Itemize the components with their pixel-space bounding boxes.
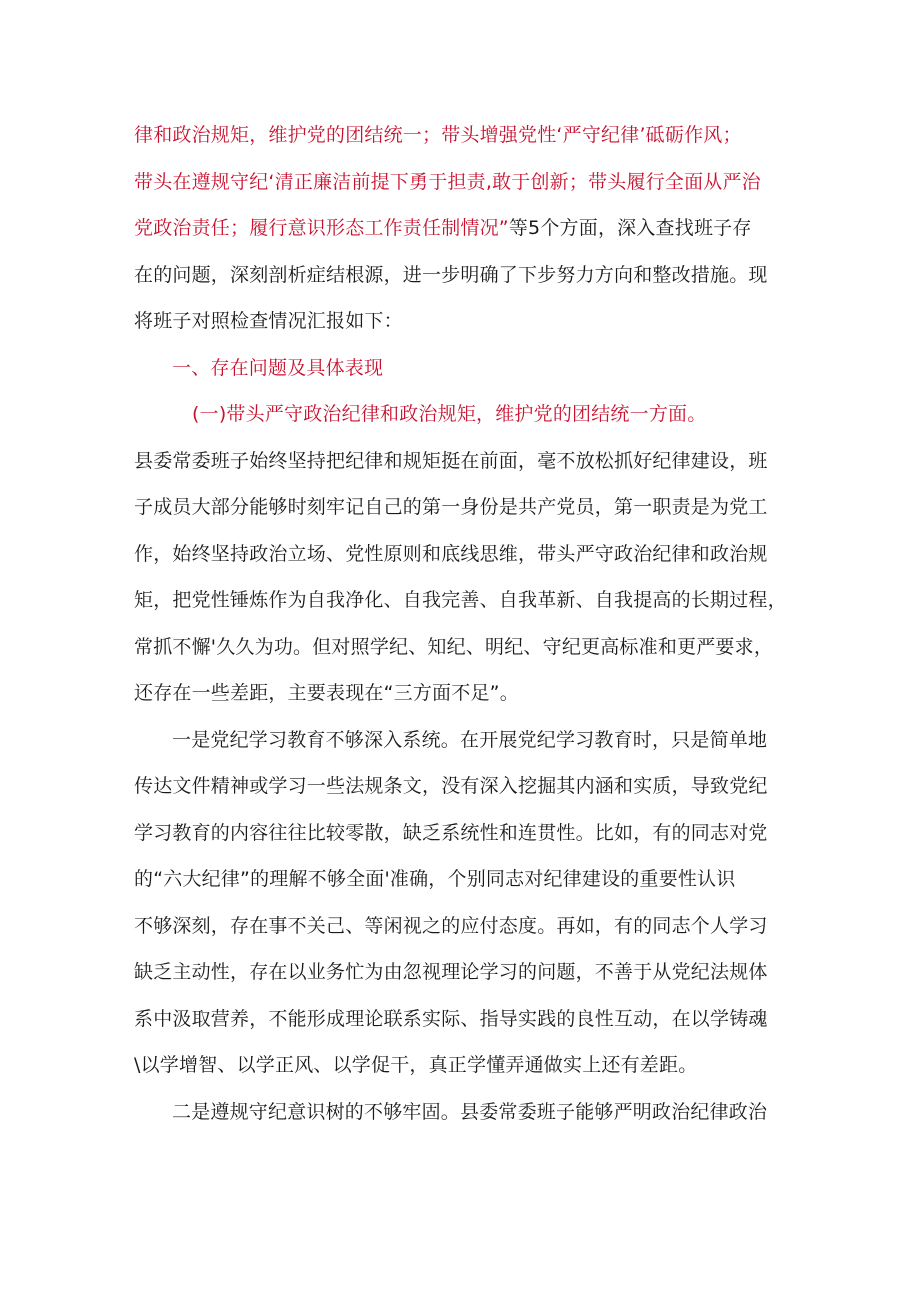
para1-line: 作，始终坚持政治立场、党性原则和底线思维，带头严守政治纪律和政治规 bbox=[134, 542, 768, 565]
intro-line-3 bbox=[134, 205, 794, 252]
para2-line: 的“六大纪律”的理解不够全面'准确，个别同志对纪律建设的重要性认识 bbox=[134, 868, 736, 890]
para2-line: \以学增智、以学正风、以学促干，真正学懂弄通做实上还有差距。 bbox=[134, 1054, 698, 1076]
para1-line: 子成员大部分能够时刻牢记自己的第一身份是共产党员，第一职责是为党工 bbox=[134, 496, 768, 518]
para2-line: 传达文件精神或学习一些法规条文，没有深入挖掘其内涵和实质，导致党纪 bbox=[134, 775, 768, 797]
subsection-heading: (一)带头严守政治纪律和政治规矩，维护党的团结统一方面。 bbox=[192, 403, 707, 425]
para1-line: 常抓不懈'久久为功。但对照学纪、知纪、明纪、守纪更高标准和更严要求， bbox=[134, 635, 774, 658]
para2-line: 一是党纪学习教育不够深入系统。在开展党纪学习教育时，只是简单地 bbox=[172, 728, 768, 751]
para1-line: 矩，把党性锤炼作为自我净化、自我完善、自我革新、自我提高的长期过程， bbox=[134, 589, 787, 611]
para3-line: 二是遵规守纪意识树的不够牢固。县委常委班子能够严明政治纪律政治 bbox=[172, 1100, 768, 1123]
intro-line-4: 在的问题，深刻剖析症结根源，进一步明确了下步努力方向和整改措施。现 bbox=[134, 263, 768, 286]
para2-line: 不够深刻，存在事不关己、等闲视之的应付态度。再如，有的同志个人学习 bbox=[134, 914, 768, 937]
intro-line-2: 带头在遵规守纪‘清正廉洁前提下勇于担责,敢于创新；带头履行全面从严治 bbox=[134, 170, 761, 193]
document-page bbox=[134, 112, 794, 1135]
para1-line: 还存在一些差距，主要表现在“三方面不足”。 bbox=[134, 682, 519, 704]
para2-line: 缺乏主动性，存在以业务忙为由忽视理论学习的问题，不善于从党纪法规体 bbox=[134, 961, 768, 983]
intro-line-5: 将班子对照检查情况汇报如下： bbox=[134, 310, 403, 332]
section-heading: 一、存在问题及具体表现 bbox=[172, 356, 384, 379]
para2-line: 系中汲取营养，不能形成理论联系实际、指导实践的良性互动，在以学铸魂 bbox=[134, 1007, 768, 1030]
para2-line: 学习教育的内容往往比较零散，缺乏系统性和连贯性。比如，有的同志对党 bbox=[134, 821, 768, 844]
intro-line-1: 律和政治规矩，维护党的团结统一；带头增强党性‘严守纪律’砥砺作风； bbox=[134, 124, 742, 146]
intro-line-3-red: 党政治责任；履行意识形态工作责任制情况” bbox=[134, 217, 509, 239]
para1-line: 县委常委班子始终坚持把纪律和规矩挺在前面，毫不放松抓好纪律建设，班 bbox=[134, 449, 768, 472]
intro-line-3-black: 等5个方面，深入查找班子存 bbox=[508, 217, 752, 239]
